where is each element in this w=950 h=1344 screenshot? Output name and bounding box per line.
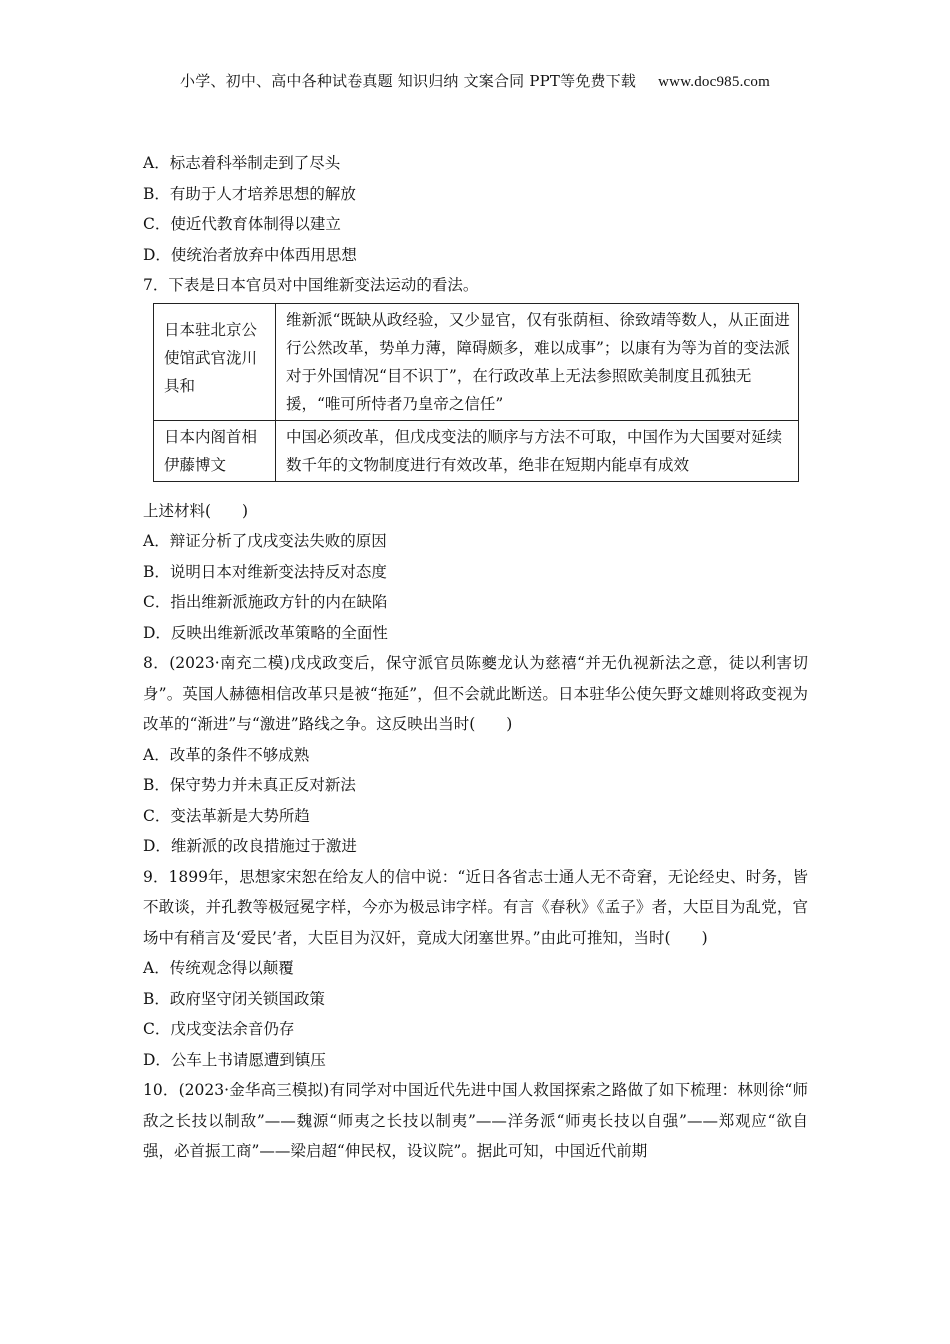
table-cell-view: 维新派“既缺从政经验，又少显官，仅有张荫桓、徐致靖等数人，从正面进行公然改革，势单力薄，障碍颇多，难以成事”；以康有为等为首的变法派对于外国情况“目不识丁”，在行政改革上无法参照欧美制度且孤独无援，“唯可所恃者乃皇帝之信任” xyxy=(276,303,799,420)
q7-option-a: A．辩证分析了戊戌变法失败的原因 xyxy=(143,532,387,550)
table-row xyxy=(154,420,799,481)
q8-option-b: B．保守势力并未真正反对新法 xyxy=(143,776,356,794)
q8-option-a: A．改革的条件不够成熟 xyxy=(143,745,310,764)
header-site: www.doc985.com xyxy=(658,74,770,90)
q7-stem: 7．下表是日本官员对中国维新变法运动的看法。 xyxy=(143,276,479,294)
table-cell-official: 日本内阁首相伊藤博文 xyxy=(154,420,276,481)
q7-question: 上述材料( ) xyxy=(143,501,249,520)
header-text: 小学、初中、高中各种试卷真题 知识归纳 文案合同 PPT等免费下载 xyxy=(180,72,637,90)
q8-option-c: C．变法革新是大势所趋 xyxy=(143,806,310,825)
page-header xyxy=(0,70,950,91)
q8-stem: 8．(2023·南充二模)戊戌政变后，保守派官员陈夔龙认为慈禧“并无仇视新法之意，徒以利害切身”。英国人赫德相信改革只是被“拖延”，但不会就此断送。日本驻华公使矢野文雄则将政变视为改革的“渐进”与“激进”路线之争。这反映出当时( ) xyxy=(143,654,808,733)
table-row xyxy=(154,303,799,420)
q7-option-c: C．指出维新派施政方针的内在缺陷 xyxy=(143,593,388,611)
q7-option-b: B．说明日本对维新变法持反对态度 xyxy=(143,562,387,581)
q9-option-d: D．公车上书请愿遭到镇压 xyxy=(143,1050,326,1069)
q9-stem: 9．1899年，思想家宋恕在给友人的信中说：“近日各省志士通人无不奇窘，无论经史、时务，皆不敢谈，并孔教等极冠冕字样，今亦为极忌讳字样。有言《春秋》《孟子》者，大臣目为乱党，官场中有稍言及‘爱民’者，大臣目为汉奸，竟成大闭塞世界。”由此可推知，当时( ) xyxy=(143,867,808,947)
q7-table xyxy=(153,303,799,482)
q6-option-b: B．有助于人才培养思想的解放 xyxy=(143,184,356,203)
q6-option-c: C．使近代教育体制得以建立 xyxy=(143,215,341,233)
q6-option-d: D．使统治者放弃中体西用思想 xyxy=(143,245,357,264)
q6-option-a: A．标志着科举制走到了尽头 xyxy=(143,154,341,172)
table-cell-official: 日本驻北京公使馆武官泷川具和 xyxy=(154,303,276,420)
q9-option-c: C．戊戌变法余音仍存 xyxy=(143,1020,295,1038)
q8-option-d: D．维新派的改良措施过于激进 xyxy=(143,837,357,855)
q7-option-d: D．反映出维新派改革策略的全面性 xyxy=(143,623,388,642)
q9-option-b: B．政府坚守闭关锁国政策 xyxy=(143,989,325,1008)
q9-option-a: A．传统观念得以颠覆 xyxy=(143,959,294,977)
q10-stem: 10．(2023·金华高三模拟)有同学对中国近代先进中国人救国探索之路做了如下梳理：林则徐“师敌之长技以制敌”——魏源“师夷之长技以制夷”——洋务派“师夷长技以自强”——郑观应“欲自强，必首振工商”——梁启超“伸民权，设议院”。据此可知，中国近代前期 xyxy=(143,1081,809,1160)
table-cell-view: 中国必须改革，但戊戌变法的顺序与方法不可取，中国作为大国要对延续数千年的文物制度进行有效改革，绝非在短期内能卓有成效 xyxy=(276,420,799,481)
document-body xyxy=(143,148,808,1167)
